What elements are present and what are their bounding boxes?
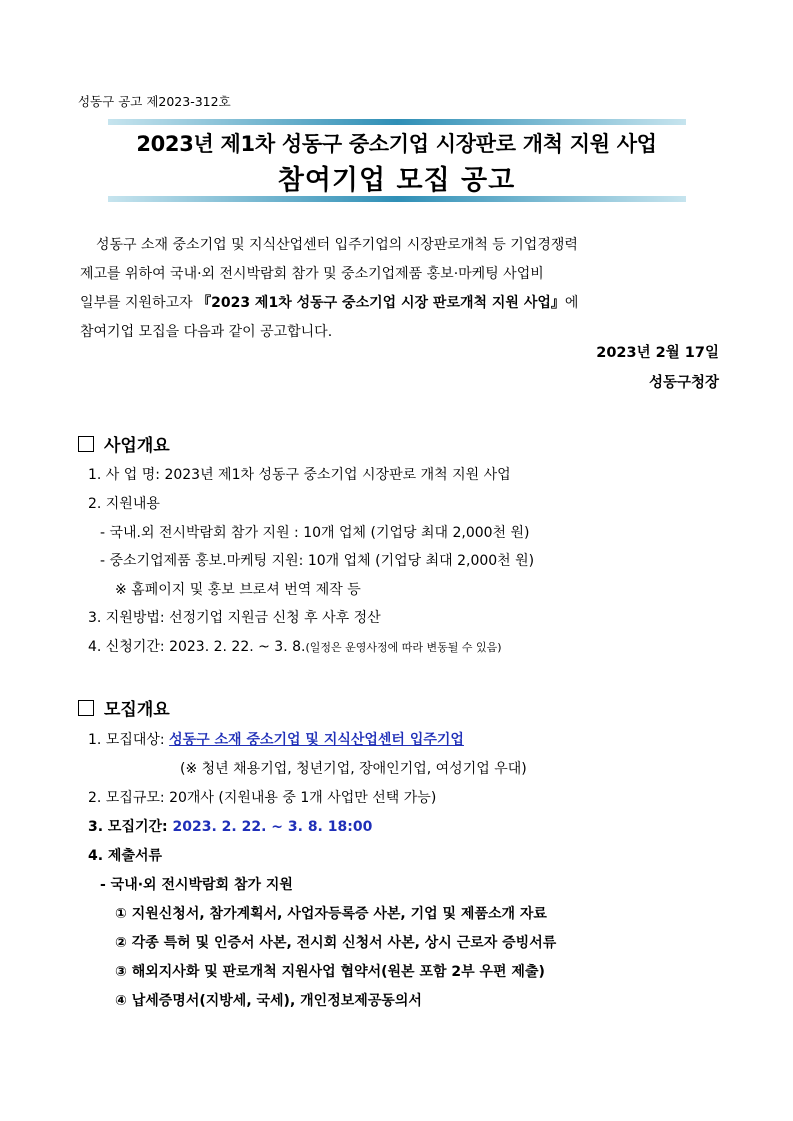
notice-date: 2023년 2월 17일 (596, 345, 719, 361)
recruit-item-4: 4. 제출서류 (88, 848, 163, 864)
recruit-item-2: 2. 모집규모: 20개사 (지원내용 중 1개 사업만 선택 가능) (88, 790, 437, 806)
section-heading-recruitment (78, 695, 170, 720)
overview-item-2-note: ※ 홈페이지 및 홍보 브로셔 번역 제작 등 (115, 582, 361, 598)
intro-line-2: 제고를 위하여 국내·외 전시박람회 참가 및 중소기업제품 홍보·마케팅 사업비 (80, 266, 544, 282)
title-top-bar (108, 119, 686, 125)
overview-item-3: 3. 지원방법: 선정기업 지원금 신청 후 사후 정산 (88, 610, 381, 626)
intro-line-3-pre: 일부를 지원하고자 (80, 295, 198, 311)
title-bottom-bar (108, 196, 686, 202)
intro-line-4: 참여기업 모집을 다음과 같이 공고합니다. (80, 324, 333, 340)
recruit-item-3 (88, 816, 372, 836)
recruit-period: 2023. 2. 22. ~ 3. 8. 18:00 (172, 819, 373, 835)
title-line-2: 참여기업 모집 공고 (277, 165, 516, 196)
checkbox-square-icon (78, 436, 94, 452)
recruit-item-1-note: (※ 청년 채용기업, 청년기업, 장애인기업, 여성기업 우대) (180, 761, 527, 777)
intro-line-3 (80, 289, 720, 318)
required-document-4: ④ 납세증명서(지방세, 국세), 개인정보제공동의서 (115, 993, 422, 1009)
overview-item-2: 2. 지원내용 (88, 496, 160, 512)
signer: 성동구청장 (648, 375, 719, 391)
required-document-2: ② 각종 특허 및 인증서 사본, 전시회 신청서 사본, 상시 근로자 증빙서류 (115, 935, 557, 951)
recruit-item-1 (88, 729, 464, 749)
intro-paragraph (80, 231, 720, 347)
title-line-1: 2023년 제1차 성동구 중소기업 시장판로 개척 지원 사업 (136, 132, 657, 156)
overview-item-2-sub-2: - 중소기업제품 홍보.마케팅 지원: 10개 업체 (기업당 최대 2,000천 원) (100, 553, 535, 569)
recruit-item-3-label: 3. 모집기간: (88, 819, 173, 835)
intro-line-1: 성동구 소재 중소기업 및 지식산업센터 입주기업의 시장판로개척 등 기업경쟁력 (96, 237, 578, 253)
checkbox-square-icon (78, 700, 94, 716)
intro-line-3-post: 에 (564, 295, 579, 311)
overview-item-2-sub-1: - 국내.외 전시박람회 참가 지원 : 10개 업체 (기업당 최대 2,000천 원) (100, 525, 530, 541)
section-heading-overview-text: 사업개요 (104, 436, 170, 456)
required-document-3: ③ 해외지사화 및 판로개척 지원사업 협약서(원본 포함 2부 우편 제출) (115, 964, 545, 980)
section-heading-recruitment-text: 모집개요 (104, 700, 170, 720)
recruit-item-4-sub: - 국내·외 전시박람회 참가 지원 (100, 877, 293, 893)
overview-item-1: 1. 사 업 명: 2023년 제1차 성동구 중소기업 시장판로 개척 지원 사업 (88, 467, 511, 483)
project-name: 『2023 제1차 성동구 중소기업 시장 판로개척 지원 사업』 (197, 295, 565, 311)
recruit-item-1-label: 1. 모집대상: (88, 732, 170, 748)
overview-item-4-note: (일정은 운영사정에 따라 변동될 수 있음) (305, 641, 502, 654)
notice-number: 성동구 공고 제2023-312호 (78, 94, 231, 109)
section-heading-overview (78, 431, 170, 456)
overview-item-4 (88, 636, 502, 656)
recruit-target: 성동구 소재 중소기업 및 지식산업센터 입주기업 (169, 732, 464, 748)
required-document-1: ① 지원신청서, 참가계획서, 사업자등록증 사본, 기업 및 제품소개 자료 (115, 906, 547, 922)
overview-item-4-main: 4. 신청기간: 2023. 2. 22. ~ 3. 8. (88, 639, 306, 655)
